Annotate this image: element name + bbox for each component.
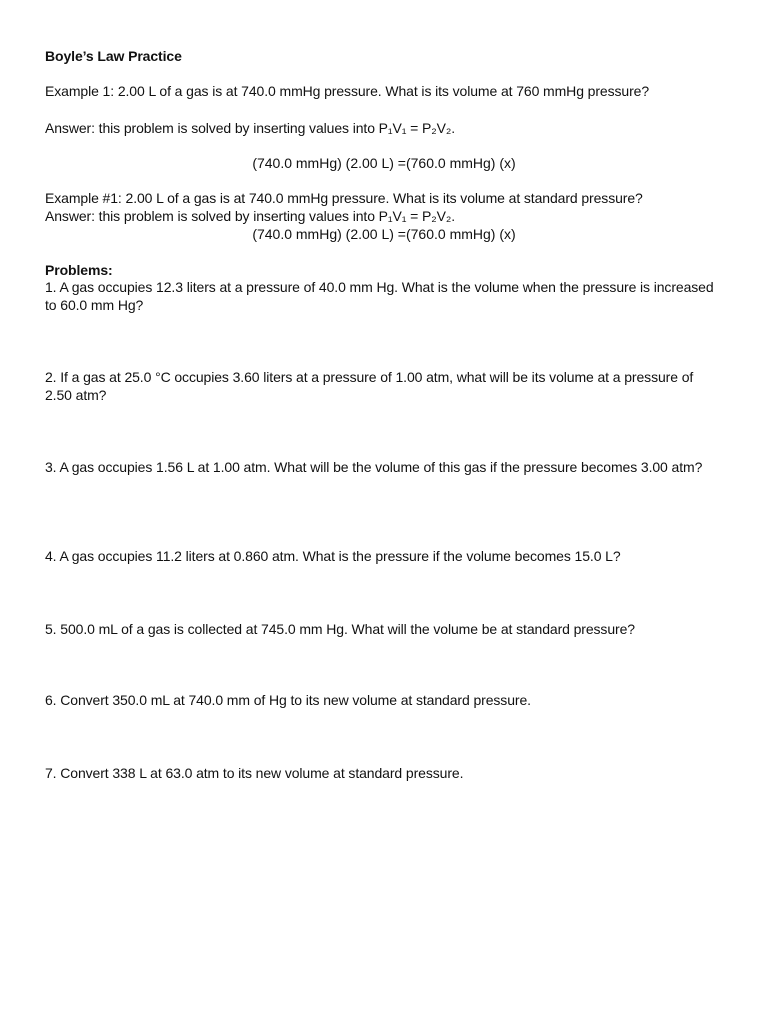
example1-equation: (740.0 mmHg) (2.00 L) =(760.0 mmHg) (x)	[252, 155, 516, 171]
problem-item: 1. A gas occupies 12.3 liters at a pressure of 40.0 mm Hg. What is the volume when the pressure is increased to 60.0 mm Hg?	[45, 279, 714, 313]
problem-item: 4. A gas occupies 11.2 liters at 0.860 atm. What is the pressure if the volume becomes 15.0 L?	[45, 548, 621, 564]
problem-item: 7. Convert 338 L at 63.0 atm to its new volume at standard pressure.	[45, 765, 464, 781]
example2-equation: (740.0 mmHg) (2.00 L) =(760.0 mmHg) (x)	[252, 226, 516, 242]
example2-answer: Answer: this problem is solved by inserting values into P₁V₁ = P₂V₂.	[45, 208, 455, 224]
example1-answer: Answer: this problem is solved by inserting values into P₁V₁ = P₂V₂.	[45, 120, 455, 136]
problem-item: 6. Convert 350.0 mL at 740.0 mm of Hg to its new volume at standard pressure.	[45, 692, 531, 708]
problems-heading: Problems:	[45, 262, 113, 278]
page-title: Boyle’s Law Practice	[45, 48, 182, 64]
problem-item: 3. A gas occupies 1.56 L at 1.00 atm. What will be the volume of this gas if the pressure becomes 3.00 atm?	[45, 459, 703, 475]
example1-question: Example 1: 2.00 L of a gas is at 740.0 mmHg pressure. What is its volume at 760 mmHg pressure?	[45, 83, 650, 99]
problem-item: 2. If a gas at 25.0 °C occupies 3.60 liters at a pressure of 1.00 atm, what will be its volume at a pressure of 2.50 atm?	[45, 369, 694, 403]
problem-item: 5. 500.0 mL of a gas is collected at 745.0 mm Hg. What will the volume be at standard pressure?	[45, 621, 635, 637]
example2-question: Example #1: 2.00 L of a gas is at 740.0 mmHg pressure. What is its volume at standard pressure?	[45, 190, 643, 206]
